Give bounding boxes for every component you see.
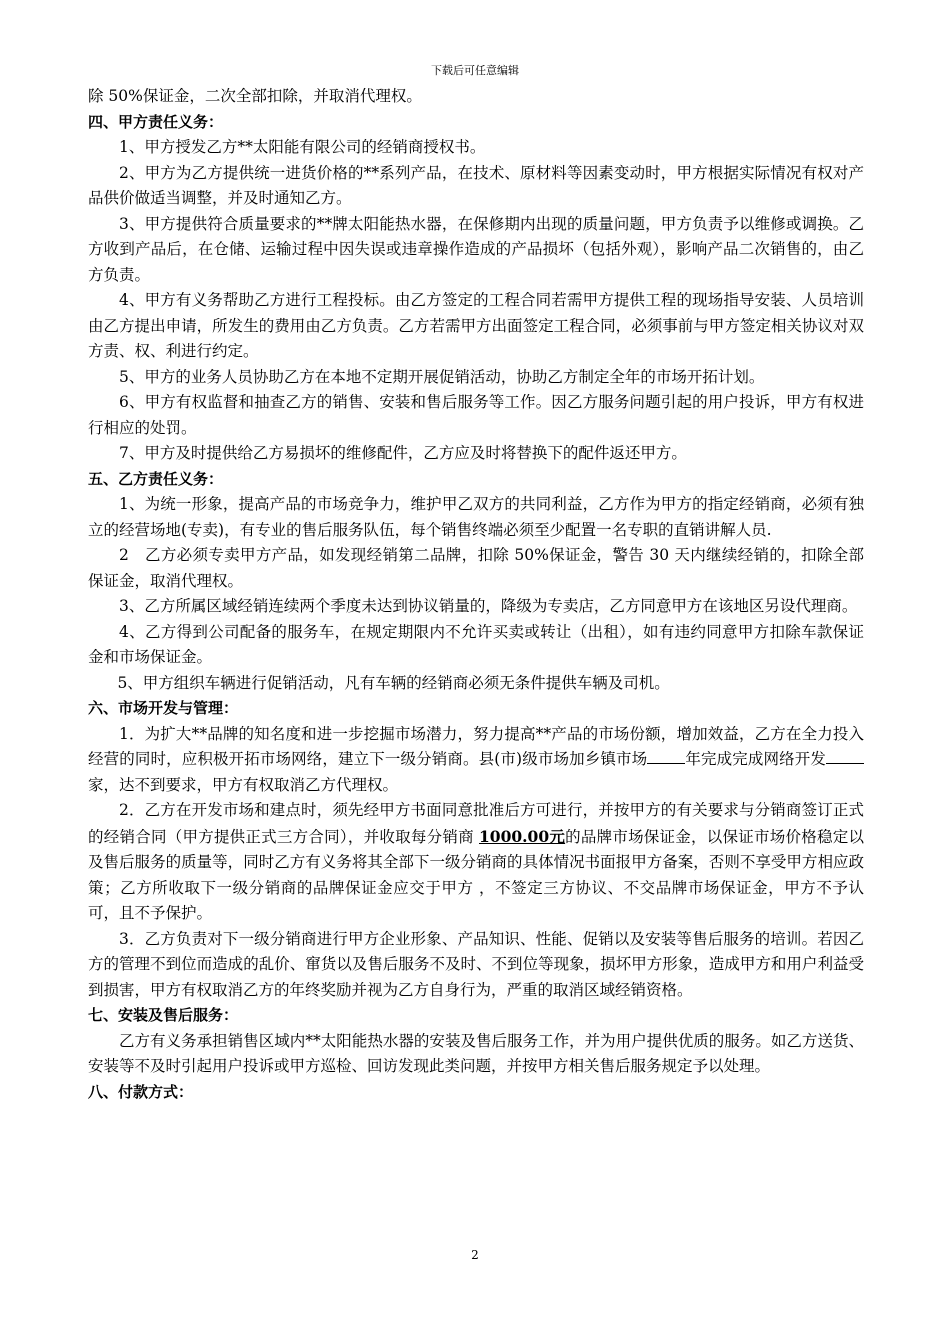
clause-6-3: 3．乙方负责对下一级分销商进行甲方企业形象、产品知识、性能、促销以及安装等售后服务的培训。若因乙方的管理不到位而造成的乱价、窜货以及售后服务不及时、不到位等现象，损坏甲方形象，造成甲方和用户利益受到损害，甲方有权取消乙方的年终奖励并视为乙方自身行为，严重的取消区域经销资格。	[88, 929, 864, 999]
clause-4-3: 3、甲方提供符合质量要求的**牌太阳能热水器，在保修期内出现的质量问题，甲方负责予以维修或调换。乙方收到产品后，在仓储、运输过程中因失误或违章操作造成的产品损坏（包括外观），影响产品二次销售的，由乙方负责。	[88, 214, 864, 284]
clause-4-6: 6、甲方有权监督和抽查乙方的销售、安装和售后服务等工作。因乙方服务问题引起的用户投诉，甲方有权进行相应的处罚。	[88, 393, 864, 437]
clause-4-2: 2、甲方为乙方提供统一进货价格的**系列产品，在技术、原材料等因素变动时，甲方根据实际情况有权对产品供价做适当调整，并及时通知乙方。	[88, 163, 864, 207]
section-heading-4: 四、甲方责任义务：	[88, 112, 224, 131]
clause-4-1: 1、甲方授发乙方**太阳能有限公司的经销商授权书。	[119, 138, 486, 156]
clause-5-3: 3、乙方所属区域经销连续两个季度未达到协议销量的，降级为专卖店，乙方同意甲方在该地区另设代理商。	[119, 597, 858, 615]
clause-6-1	[88, 722, 864, 799]
clause-6-2-part-a: 2．乙方在开发市场和建点时，须先经甲方书面同意批准后方可进行，并按甲方的有关要求与分销商签订正式的经销合同（甲方提供正式三方合同），并收取每分销商	[88, 801, 864, 846]
clause-6-1-part-b: 年完成完成网络开发	[685, 750, 826, 768]
clause-5-2: 2 乙方必须专卖甲方产品，如发现经销第二品牌，扣除 50%保证金，警告 30 天内继续经销的，扣除全部保证金，取消代理权。	[88, 546, 864, 590]
clause-5-1: 1、为统一形象，提高产品的市场竞争力，维护甲乙双方的共同利益，乙方作为甲方的指定经销商，必须有独立的经营场地(专卖)，有专业的售后服务队伍，每个销售终端必须至少配置一名专职的直销讲解人员.	[88, 495, 864, 539]
section-heading-8: 八、付款方式：	[88, 1082, 194, 1101]
clause-6-1-part-c: 家，达不到要求，甲方有权取消乙方代理权。	[88, 775, 399, 794]
deposit-amount: 1000.00元	[479, 826, 566, 846]
clause-6-1-part-a: 1．为扩大**品牌的知名度和进一步挖掘市场潜力，努力提高**产品的市场份额，增加效益，乙方在全力投入经营的同时，应积极开拓市场网络，建立下一级分销商。县(市)级市场加乡镇市场	[88, 724, 864, 768]
blank-field-count	[826, 749, 864, 764]
paragraph: 除 50%保证金，二次全部扣除，并取消代理权。	[88, 87, 422, 105]
clause-5-4: 4、乙方得到公司配备的服务车，在规定期限内不允许买卖或转让（出租），如有违约同意甲方扣除车款保证金和市场保证金。	[88, 622, 864, 666]
document-body	[88, 84, 864, 1105]
section-heading-7: 七、安装及售后服务：	[88, 1006, 239, 1024]
clause-7-1: 乙方有义务承担销售区域内**太阳能热水器的安装及售后服务工作，并为用户提供优质的服务。如乙方送货、安装等不及时引起用户投诉或甲方巡检、回访发现此类问题，并按甲方相关售后服务规定予以处理。	[88, 1031, 864, 1075]
clause-4-4: 4、甲方有义务帮助乙方进行工程投标。由乙方签定的工程合同若需甲方提供工程的现场指导安装、人员培训由乙方提出申请，所发生的费用由乙方负责。乙方若需甲方出面签定工程合同，必须事前与甲方签定相关协议对双方责、权、利进行约定。	[88, 291, 864, 360]
page-number: 2	[471, 1248, 479, 1262]
clause-4-5: 5、甲方的业务人员协助乙方在本地不定期开展促销活动，协助乙方制定全年的市场开拓计划。	[119, 367, 765, 386]
section-heading-6: 六、市场开发与管理：	[88, 699, 239, 717]
blank-field-year	[647, 749, 685, 764]
section-heading-5: 五、乙方责任义务：	[88, 469, 224, 488]
clause-6-2	[88, 798, 864, 927]
page-header: 下载后可任意编辑	[431, 64, 519, 77]
clause-6-2-part-b: 的品牌市场保证金，以保证市场价格稳定以及售后服务的质量等，同时乙方有义务将其全部下一级分销商的具体情况书面报甲方备案，否则不享受甲方相应政策；乙方所收取下一级分销商的品牌保证金应交于甲方 ，不签定三方协议、不交品牌市场保证金，甲方不予认可，且不予保护。	[88, 827, 864, 922]
clause-5-5: 5、甲方组织车辆进行促销活动，凡有车辆的经销商必须无条件提供车辆及司机。	[117, 673, 670, 692]
clause-4-7: 7、甲方及时提供给乙方易损坏的维修配件，乙方应及时将替换下的配件返还甲方。	[119, 444, 687, 462]
